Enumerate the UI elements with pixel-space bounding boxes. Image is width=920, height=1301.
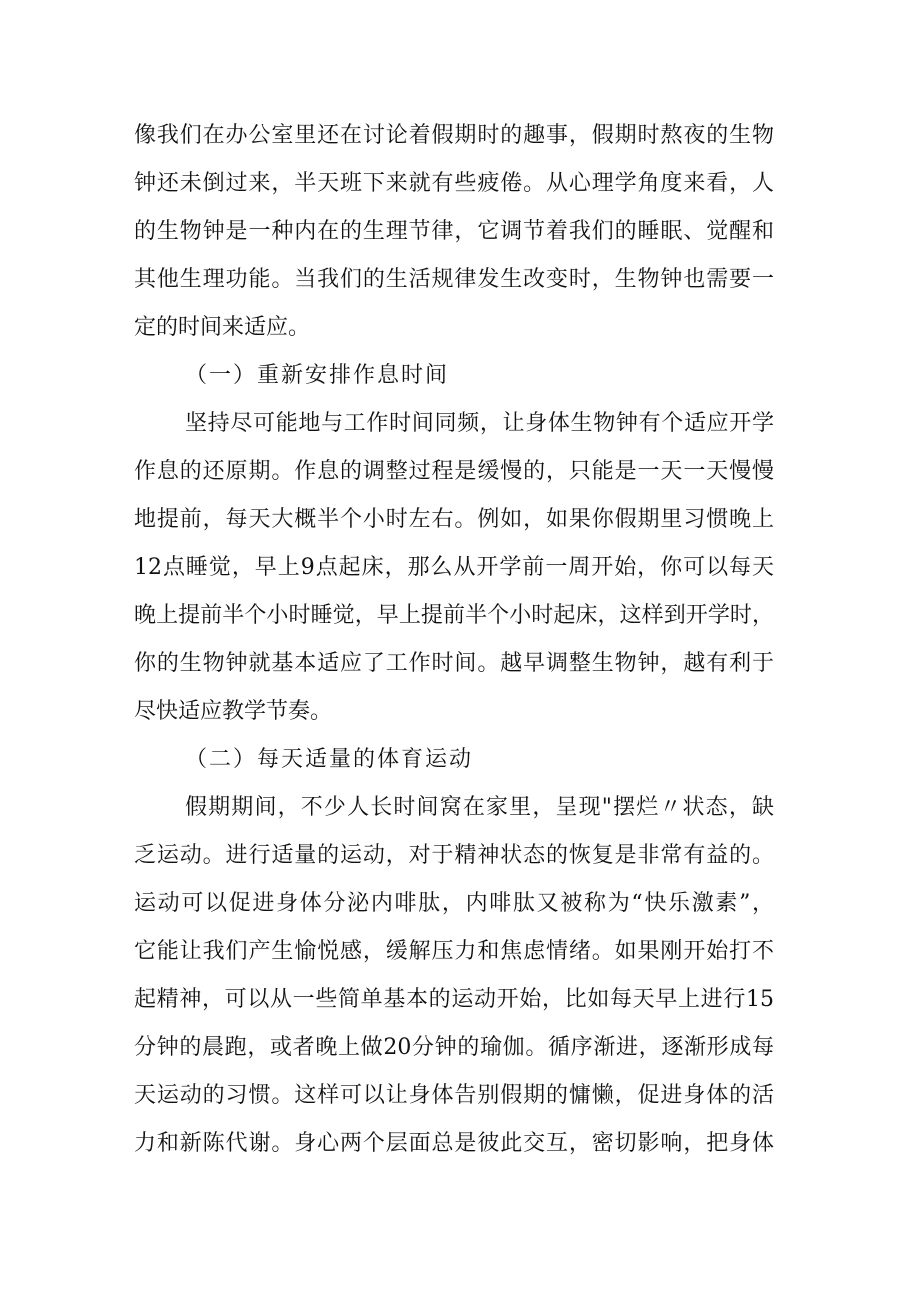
paragraph-1-line: 其他生理功能。当我们的生活规律发生改变时，生物钟也需要一 [134, 267, 774, 292]
paragraph-2-line: 坚持尽可能地与工作时间同频，让身体生物钟有个适应开学 [185, 411, 774, 436]
paragraph-3-line: 乏运动。进行适量的运动，对于精神状态的恢复是非常有益的。 [134, 843, 774, 868]
paragraph-1-line: 像我们在办公室里还在讨论着假期时的趣事，假期时熬夜的生物 [134, 123, 774, 148]
paragraph-2-line: 晚上提前半个小时睡觉，早上提前半个小时起床，这样到开学时， [134, 603, 774, 628]
section-heading-2: （二）每天适量的体育运动 [185, 747, 474, 772]
paragraph-3-line: 分钟的晨跑，或者晚上做20分钟的瑜伽。循序渐进，逐渐形成每 [134, 1035, 774, 1060]
paragraph-3-line: 起精神，可以从一些简单基本的运动开始，比如每天早上进行15 [134, 987, 774, 1012]
paragraph-3-line: 天运动的习惯。这样可以让身体告别假期的慵懒，促进身体的活 [134, 1083, 774, 1108]
paragraph-3-line: 运动可以促进身体分泌内啡肽，内啡肽又被称为“快乐激素”， [134, 891, 774, 916]
paragraph-2-line: 地提前，每天大概半个小时左右。例如，如果你假期里习惯晚上 [134, 507, 774, 532]
paragraph-2-line: 你的生物钟就基本适应了工作时间。越早调整生物钟，越有利于 [134, 651, 774, 676]
paragraph-3-line: 它能让我们产生愉悦感，缓解压力和焦虑情绪。如果刚开始打不 [134, 939, 774, 964]
paragraph-2-line: 作息的还原期。作息的调整过程是缓慢的，只能是一天一天慢慢 [134, 459, 774, 484]
document-body [134, 112, 774, 1168]
paragraph-1-line: 钟还未倒过来，半天班下来就有些疲倦。从心理学角度来看，人 [134, 171, 774, 196]
paragraph-3-line: 假期期间，不少人长时间窝在家里，呈现"摆烂〃状态，缺 [185, 795, 774, 820]
paragraph-1-line: 定的时间来适应。 [134, 315, 311, 340]
section-heading-1: （一）重新安排作息时间 [185, 363, 450, 388]
paragraph-3-line: 力和新陈代谢。身心两个层面总是彼此交互，密切影响，把身体 [134, 1131, 774, 1156]
paragraph-1-line: 的生物钟是一种内在的生理节律，它调节着我们的睡眠、觉醒和 [134, 219, 774, 244]
paragraph-2-line: 尽快适应教学节奏。 [134, 699, 333, 724]
paragraph-2-line: 12点睡觉，早上9点起床，那么从开学前一周开始，你可以每天 [134, 555, 774, 580]
